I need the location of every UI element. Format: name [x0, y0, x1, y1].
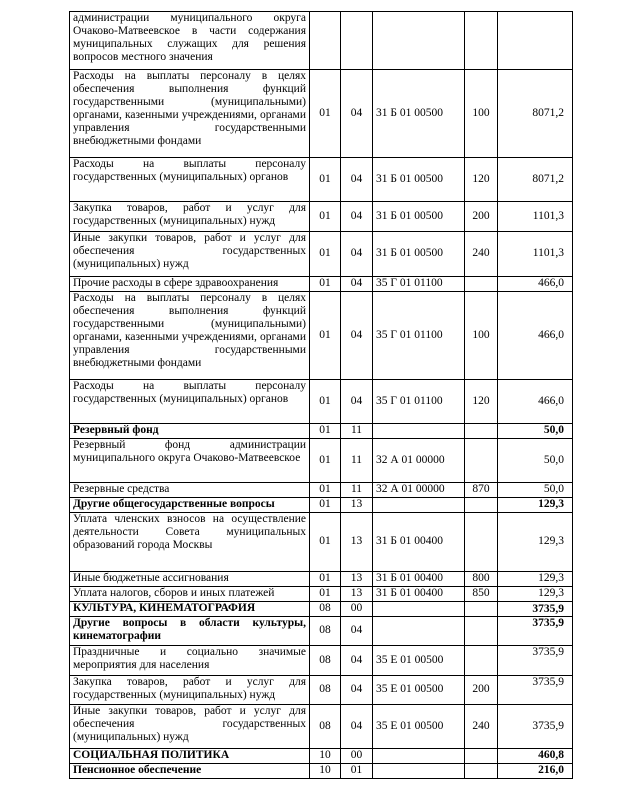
row-name: Закупка товаров, работ и услуг для государственных (муниципальных) нужд — [70, 202, 310, 232]
table-row — [70, 705, 573, 749]
row-name: Другие общегосударственные вопросы — [70, 498, 310, 513]
table-row — [70, 572, 573, 587]
amount: 50,0 — [498, 483, 573, 498]
table-row — [70, 232, 573, 277]
amount: 466,0 — [498, 277, 573, 292]
expense-type-code: 240 — [465, 705, 498, 749]
table-row — [70, 513, 573, 572]
target-article-code: 32 А 01 00000 — [373, 483, 465, 498]
table-row — [70, 380, 573, 424]
target-article-code — [373, 424, 465, 439]
amount: 129,3 — [498, 587, 573, 602]
target-article-code — [373, 749, 465, 764]
row-name: Праздничные и социально значимые мероприятия для населения — [70, 646, 310, 676]
target-article-code: 31 Б 01 00500 — [373, 232, 465, 277]
amount: 1101,3 — [498, 232, 573, 277]
section-code: 01 — [310, 158, 341, 202]
expense-type-code: 120 — [465, 158, 498, 202]
subsection-code: 04 — [341, 202, 373, 232]
row-name: Расходы на выплаты персоналу в целях обеспечения выполнения функций государственными (муниципальными) органами, казенными учреждениями, органами управления государственными внебюджетными фондами — [70, 292, 310, 380]
amount: 1101,3 — [498, 202, 573, 232]
section-code: 01 — [310, 277, 341, 292]
table-row — [70, 292, 573, 380]
amount: 129,3 — [498, 498, 573, 513]
amount: 466,0 — [498, 292, 573, 380]
section-code: 08 — [310, 705, 341, 749]
expense-type-code — [465, 277, 498, 292]
subsection-code: 04 — [341, 292, 373, 380]
subsection-code: 13 — [341, 498, 373, 513]
target-article-code — [373, 617, 465, 646]
section-code: 01 — [310, 587, 341, 602]
subsection-code: 00 — [341, 749, 373, 764]
table-row — [70, 424, 573, 439]
expense-type-code: 850 — [465, 587, 498, 602]
row-name: Другие вопросы в области культуры, кинематографии — [70, 617, 310, 646]
section-code: 01 — [310, 380, 341, 424]
row-name: Иные закупки товаров, работ и услуг для обеспечения государственных (муниципальных) нужд — [70, 232, 310, 277]
section-code: 01 — [310, 202, 341, 232]
subsection-code: 13 — [341, 587, 373, 602]
subsection-code: 04 — [341, 646, 373, 676]
row-name: администрации муниципального округа Очаково-Матвеевское в части содержания муниципальных служащих для решения вопросов местного значения — [70, 12, 310, 70]
expense-type-code — [465, 764, 498, 779]
table-row — [70, 764, 573, 779]
expense-type-code: 800 — [465, 572, 498, 587]
table-row — [70, 602, 573, 617]
row-name: Закупка товаров, работ и услуг для государственных (муниципальных) нужд — [70, 676, 310, 705]
subsection-code: 04 — [341, 158, 373, 202]
target-article-code: 35 Е 01 00500 — [373, 676, 465, 705]
target-article-code — [373, 12, 465, 70]
row-name: Пенсионное обеспечение — [70, 764, 310, 779]
table-row — [70, 587, 573, 602]
expense-type-code: 100 — [465, 70, 498, 158]
amount: 3735,9 — [498, 602, 573, 617]
section-code: 08 — [310, 676, 341, 705]
section-code: 01 — [310, 424, 341, 439]
expense-type-code: 870 — [465, 483, 498, 498]
amount: 3735,9 — [498, 705, 573, 749]
amount: 50,0 — [498, 424, 573, 439]
expense-type-code — [465, 498, 498, 513]
row-name: КУЛЬТУРА, КИНЕМАТОГРАФИЯ — [70, 602, 310, 617]
subsection-code: 13 — [341, 572, 373, 587]
amount: 216,0 — [498, 764, 573, 779]
amount: 8071,2 — [498, 158, 573, 202]
target-article-code: 35 Г 01 01100 — [373, 292, 465, 380]
subsection-code: 04 — [341, 277, 373, 292]
table-row — [70, 277, 573, 292]
table-row — [70, 749, 573, 764]
subsection-code: 04 — [341, 70, 373, 158]
expense-type-code — [465, 513, 498, 572]
row-name: Прочие расходы в сфере здравоохранения — [70, 277, 310, 292]
expense-type-code: 120 — [465, 380, 498, 424]
row-name: СОЦИАЛЬНАЯ ПОЛИТИКА — [70, 749, 310, 764]
target-article-code: 35 Е 01 00500 — [373, 646, 465, 676]
amount: 50,0 — [498, 439, 573, 483]
target-article-code: 32 А 01 00000 — [373, 439, 465, 483]
expense-type-code: 200 — [465, 202, 498, 232]
subsection-code: 04 — [341, 617, 373, 646]
section-code: 01 — [310, 439, 341, 483]
table-row — [70, 158, 573, 202]
target-article-code — [373, 602, 465, 617]
amount: 3735,9 — [498, 646, 573, 676]
section-code: 01 — [310, 292, 341, 380]
subsection-code: 04 — [341, 232, 373, 277]
table-row — [70, 498, 573, 513]
section-code: 01 — [310, 70, 341, 158]
row-name: Иные бюджетные ассигнования — [70, 572, 310, 587]
subsection-code: 04 — [341, 676, 373, 705]
subsection-code: 11 — [341, 483, 373, 498]
target-article-code: 35 Е 01 00500 — [373, 705, 465, 749]
table-row — [70, 483, 573, 498]
section-code: 08 — [310, 646, 341, 676]
target-article-code: 31 Б 01 00400 — [373, 572, 465, 587]
row-name: Уплата налогов, сборов и иных платежей — [70, 587, 310, 602]
expense-type-code — [465, 646, 498, 676]
row-name: Резервный фонд — [70, 424, 310, 439]
amount: 8071,2 — [498, 70, 573, 158]
section-code — [310, 12, 341, 70]
section-code: 01 — [310, 513, 341, 572]
row-name: Резервные средства — [70, 483, 310, 498]
row-name: Резервный фонд администрации муниципального округа Очаково-Матвеевское — [70, 439, 310, 483]
target-article-code: 31 Б 01 00400 — [373, 587, 465, 602]
expense-type-code — [465, 617, 498, 646]
target-article-code: 31 Б 01 00500 — [373, 70, 465, 158]
target-article-code: 31 Б 01 00500 — [373, 158, 465, 202]
expense-type-code — [465, 439, 498, 483]
amount: 466,0 — [498, 380, 573, 424]
section-code: 08 — [310, 602, 341, 617]
row-name: Иные закупки товаров, работ и услуг для обеспечения государственных (муниципальных) нужд — [70, 705, 310, 749]
row-name: Расходы на выплаты персоналу государственных (муниципальных) органов — [70, 380, 310, 424]
table-row — [70, 202, 573, 232]
expense-type-code: 200 — [465, 676, 498, 705]
section-code: 01 — [310, 572, 341, 587]
subsection-code — [341, 12, 373, 70]
subsection-code: 11 — [341, 439, 373, 483]
section-code: 01 — [310, 498, 341, 513]
subsection-code: 11 — [341, 424, 373, 439]
expense-type-code: 100 — [465, 292, 498, 380]
subsection-code: 04 — [341, 705, 373, 749]
table-row — [70, 646, 573, 676]
expense-type-code — [465, 749, 498, 764]
amount: 460,8 — [498, 749, 573, 764]
budget-table — [69, 11, 573, 779]
table-row — [70, 12, 573, 70]
target-article-code: 35 Г 01 01100 — [373, 380, 465, 424]
table-row — [70, 676, 573, 705]
amount: 3735,9 — [498, 617, 573, 646]
section-code: 10 — [310, 749, 341, 764]
target-article-code — [373, 498, 465, 513]
expense-type-code — [465, 12, 498, 70]
amount — [498, 12, 573, 70]
table-row — [70, 439, 573, 483]
section-code: 10 — [310, 764, 341, 779]
amount: 3735,9 — [498, 676, 573, 705]
expense-type-code — [465, 602, 498, 617]
amount: 129,3 — [498, 572, 573, 587]
subsection-code: 13 — [341, 513, 373, 572]
expense-type-code — [465, 424, 498, 439]
row-name: Расходы на выплаты персоналу в целях обеспечения выполнения функций государственными (муниципальными) органами, казенными учреждениями, органами управления государственными внебюджетными фондами — [70, 70, 310, 158]
subsection-code: 01 — [341, 764, 373, 779]
section-code: 08 — [310, 617, 341, 646]
table-row — [70, 617, 573, 646]
table-row — [70, 70, 573, 158]
row-name: Расходы на выплаты персоналу государственных (муниципальных) органов — [70, 158, 310, 202]
target-article-code — [373, 764, 465, 779]
amount: 129,3 — [498, 513, 573, 572]
target-article-code: 31 Б 01 00500 — [373, 202, 465, 232]
expense-type-code: 240 — [465, 232, 498, 277]
section-code: 01 — [310, 483, 341, 498]
section-code: 01 — [310, 232, 341, 277]
target-article-code: 31 Б 01 00400 — [373, 513, 465, 572]
target-article-code: 35 Г 01 01100 — [373, 277, 465, 292]
subsection-code: 00 — [341, 602, 373, 617]
row-name: Уплата членских взносов на осуществление деятельности Совета муниципальных образований города Москвы — [70, 513, 310, 572]
subsection-code: 04 — [341, 380, 373, 424]
